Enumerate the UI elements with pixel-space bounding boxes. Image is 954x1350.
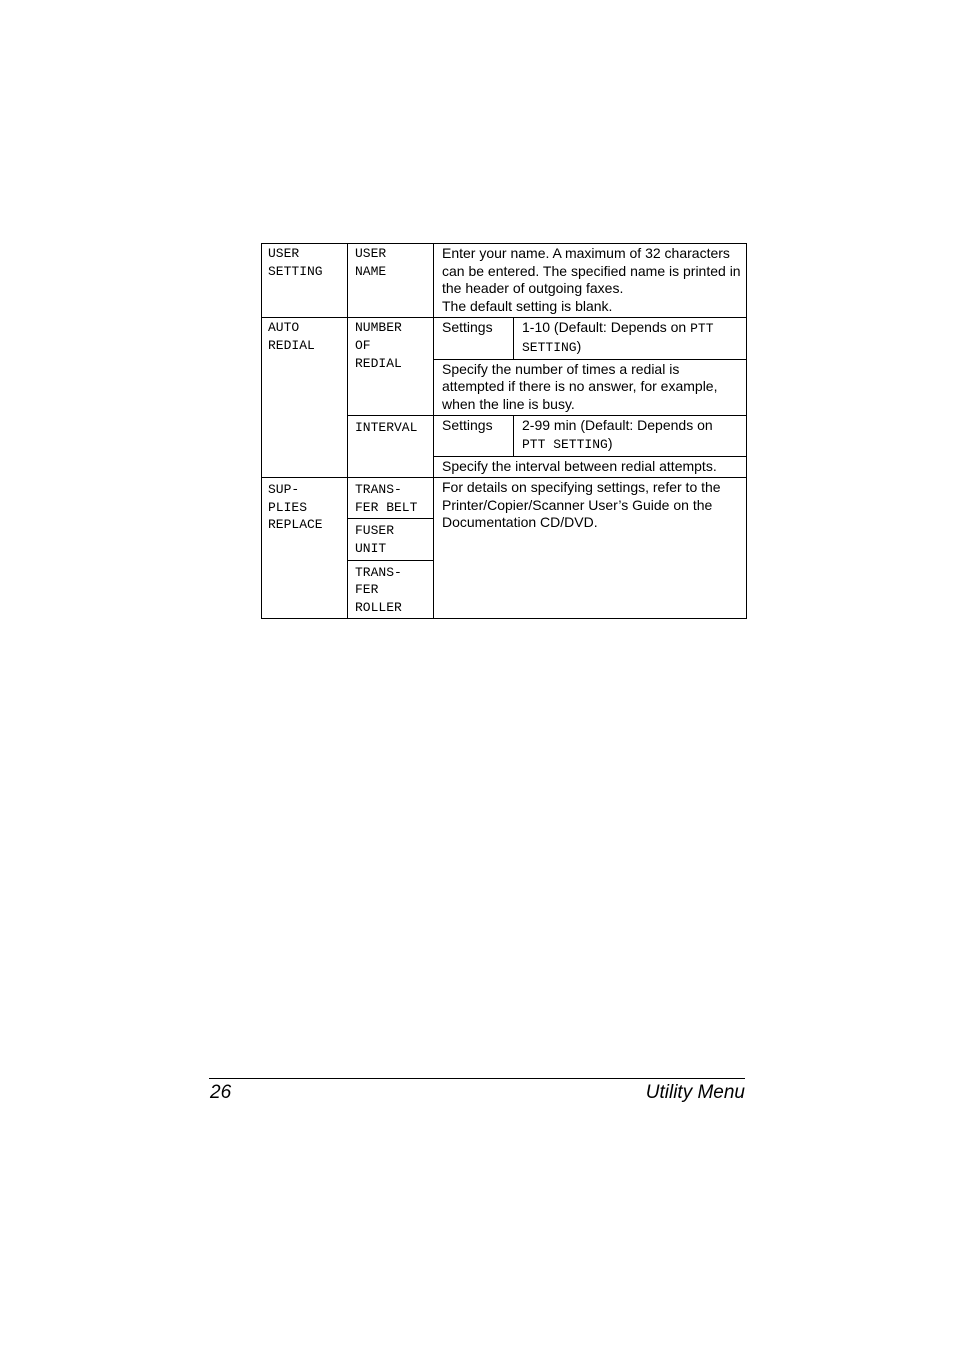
menu-cell: AUTO REDIAL [262,318,348,478]
settings-value-prefix: 2-99 min (Default: Depends on [522,417,713,434]
item-cell: TRANS- FER BELT [348,478,434,519]
settings-value-suffix: ) [607,434,613,451]
settings-value-prefix: 1-10 (Default: Depends on [522,319,691,336]
description-text: Enter your name. A maximum of 32 characters can be entered. The specified name is printed in the header of outgoing faxes. [442,245,741,297]
settings-value-suffix: ) [576,337,582,354]
footer-divider [209,1078,745,1079]
table-row [262,244,747,318]
menu-cell: USER SETTING [262,244,348,318]
description-cell [434,244,747,318]
item-cell: INTERVAL [348,416,434,478]
page-number: 26 [210,1082,232,1103]
description-cell: Specify the interval between redial attempts. [434,456,747,478]
item-cell: NUMBER OF REDIAL [348,318,434,416]
menu-cell: SUP- PLIES REPLACE [262,478,348,619]
description-cell: For details on specifying settings, refer to the Printer/Copier/Scanner User’s Guide on the Documentation CD/DVD. [434,478,747,619]
item-cell: TRANS- FER ROLLER [348,560,434,619]
default-text: The default setting is blank. [442,297,613,314]
settings-value [514,318,747,359]
settings-label: Settings [434,318,514,359]
settings-label: Settings [434,416,514,456]
description-cell: Specify the number of times a redial is attempted if there is no answer, for example, when the line is busy. [434,359,747,416]
settings-value-code: PTT SETTING [522,321,714,355]
settings-table [261,243,747,619]
table-row [262,318,747,359]
settings-value [514,416,747,456]
item-cell: USER NAME [348,244,434,318]
item-cell: FUSER UNIT [348,519,434,560]
section-title: Utility Menu [645,1082,745,1103]
settings-value-code: PTT SETTING [522,436,608,452]
table-row [262,478,747,519]
